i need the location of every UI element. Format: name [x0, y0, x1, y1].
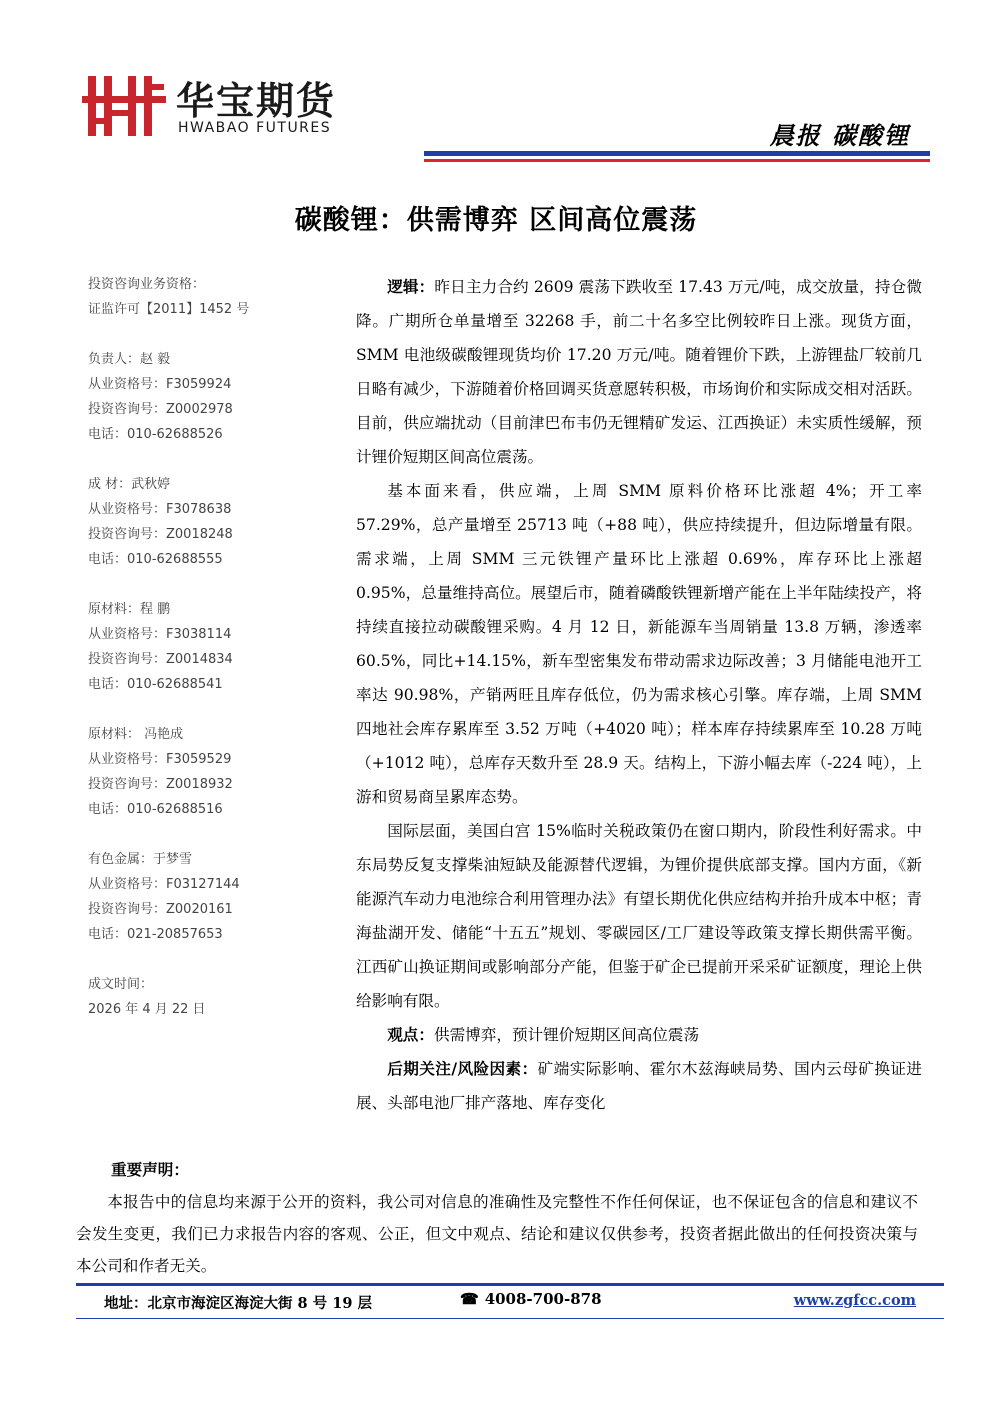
logic-text: 昨日主力合约 2609 震荡下跌收至 17.43 万元/吨，成交放量，持仓微降。广期所仓单量增至 32268 手，前二十名多空比例较昨日上涨。现货方面，SMM 电池级碳酸锂现货均价 17.20 万元/吨。随着锂价下跌，上游锂盐厂较前几日略有减少，下游随着价格回调买货意愿转积极，市场询价和实际成交相对活跃。目前，供应端扰动（目前津巴布韦仍无锂精矿发运、江西换证）未实质性缓解，预计锂价短期区间高位震荡。 [356, 278, 922, 466]
report-body [356, 270, 922, 1120]
analyst-advisory: 投资咨询号：Z0018248 [88, 527, 233, 542]
analyst-role: 有色金属：于梦雪 [88, 852, 193, 867]
page-title: 碳酸锂：供需博弈 区间高位震荡 [294, 205, 698, 236]
analyst-cert: 从业资格号：F3038114 [88, 627, 232, 642]
logo-english-name: HWABAO FUTURES [178, 120, 332, 136]
company-logo [82, 70, 382, 142]
analyst-role: 负责人：赵 毅 [88, 352, 171, 367]
logic-paragraph [356, 270, 922, 474]
report-date-label: 成文时间： [88, 977, 154, 992]
header-rule-blue [424, 151, 930, 156]
analyst-cert: 从业资格号：F3059924 [88, 377, 232, 392]
analyst-advisory: 投资咨询号：Z0020161 [88, 902, 233, 917]
fundamentals-paragraph: 基本面来看，供应端，上周 SMM 原料价格环比涨超 4%；开工率 57.29%，总产量增至 25713 吨（+88 吨），供应持续提升，但边际增量有限。需求端，上周 SMM 三元铁锂产量环比上涨超 0.69%，库存环比上涨超 0.95%，总量维持高位。展望后市，随着磷酸铁锂新增产能在上半年陆续投产，将持续直接拉动碳酸锂采购。4 月 12 日，新能源车当周销量 13.8 万辆，渗透率 60.5%，同比+14.15%，新车型密集发布带动需求边际改善；3 月储能电池开工率达 90.98%，产销两旺且库存低位，仍为需求核心引擎。库存端，上周 SMM 四地社会库存累库至 3.52 万吨（+4020 吨）；样本库存持续累库至 10.28 万吨（+1012 吨），总库存天数升至 28.9 天。结构上，下游小幅去库（-224 吨），上游和贸易商呈累库态势。 [356, 482, 922, 806]
report-type-tag: 晨报 碳酸锂 [769, 121, 910, 150]
analyst-cert: 从业资格号：F3078638 [88, 502, 232, 517]
analyst-sidebar [88, 272, 338, 1022]
analyst-phone: 电话：010-62688516 [88, 802, 223, 817]
report-date-value: 2026 年 4 月 22 日 [88, 1002, 206, 1017]
view-text: 供需博弈，预计锂价短期区间高位震荡 [433, 1026, 700, 1044]
website-link[interactable]: www.zgfcc.com [793, 1292, 916, 1309]
hwabao-logo-mark-icon [82, 74, 166, 138]
qualification-label: 投资咨询业务资格： [88, 277, 206, 292]
view-paragraph [356, 1018, 922, 1052]
telephone-icon: ☎ [460, 1290, 479, 1308]
disclaimer-title: 重要声明： [111, 1160, 189, 1179]
analyst-phone: 电话：010-62688541 [88, 677, 223, 692]
footer-rule [76, 1283, 944, 1286]
footer-address: 地址：北京市海淀区海淀大街 8 号 19 层 [104, 1295, 372, 1312]
macro-paragraph: 国际层面，美国白宫 15%临时关税政策仍在窗口期内，阶段性利好需求。中东局势反复支撑柴油短缺及能源替代逻辑，为锂价提供底部支撑。国内方面，《新能源汽车动力电池综合利用管理办法》有望长期优化供应结构并抬升成本中枢；青海盐湖开发、储能“十五五”规划、零碳园区/工厂建设等政策支撑长期供需平衡。江西矿山换证期间或影响部分产能，但鉴于矿企已提前开采采矿证额度，理论上供给影响有限。 [356, 822, 922, 1010]
logic-lead: 逻辑： [387, 277, 435, 296]
analyst-advisory: 投资咨询号：Z0014834 [88, 652, 233, 667]
disclaimer-text: 本报告中的信息均来源于公开的资料，我公司对信息的准确性及完整性不作任何保证，也不保证包含的信息和建议不会发生变更，我们已力求报告内容的客观、公正，但文中观点、结论和建议仅供参考，投资者据此做出的任何投资决策与本公司和作者无关。 [76, 1193, 918, 1275]
risk-paragraph [356, 1052, 922, 1120]
analyst-cert: 从业资格号：F03127144 [88, 877, 240, 892]
view-lead: 观点： [387, 1025, 434, 1044]
analyst-role: 原材料： 冯艳成 [88, 727, 184, 742]
analyst-role: 原材料：程 鹏 [88, 602, 171, 617]
risk-lead: 后期关注/风险因素： [387, 1059, 538, 1078]
analyst-role: 成 材：武秋婷 [88, 477, 171, 492]
logo-chinese-name: 华宝期货 [176, 79, 337, 123]
analyst-cert: 从业资格号：F3059529 [88, 752, 232, 767]
disclaimer [76, 1154, 918, 1282]
qualification-value: 证监许可【2011】1452 号 [88, 302, 250, 317]
analyst-phone: 电话：021-20857653 [88, 927, 223, 942]
phone-number: 4008-700-878 [484, 1290, 602, 1308]
footer-phone [460, 1290, 602, 1308]
analyst-phone: 电话：010-62688526 [88, 427, 223, 442]
risk-text: 矿端实际影响、霍尔木兹海峡局势、国内云母矿换证进展、头部电池厂排产落地、库存变化 [356, 1060, 922, 1112]
header-rule-red [424, 159, 930, 162]
analyst-advisory: 投资咨询号：Z0002978 [88, 402, 233, 417]
footer-rule-bottom [76, 1318, 944, 1319]
analyst-advisory: 投资咨询号：Z0018932 [88, 777, 233, 792]
analyst-phone: 电话：010-62688555 [88, 552, 223, 567]
